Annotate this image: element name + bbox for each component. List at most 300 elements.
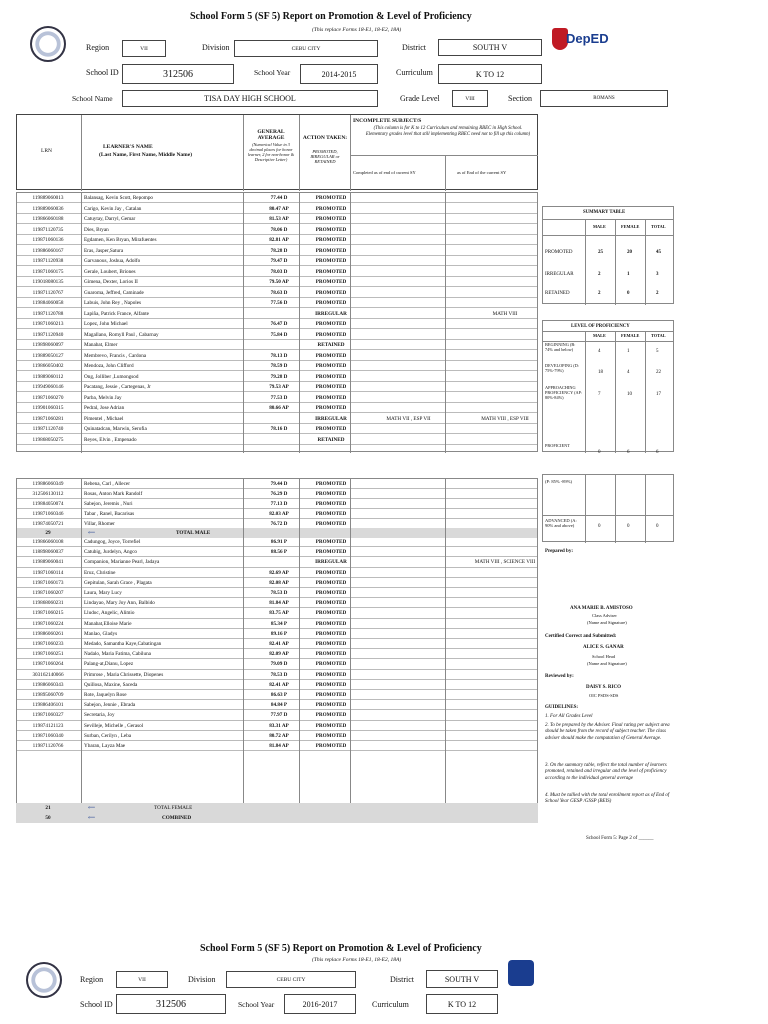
table-row (16, 214, 538, 224)
next-curriculum-field: K TO 12 (426, 994, 498, 1014)
learner-lrn: 119901060315 (32, 405, 64, 411)
table-row (16, 435, 538, 445)
general-average: 78.59 D (270, 363, 288, 369)
general-average: 82.69 AP (269, 569, 289, 576)
learner-lrn: 119889060036 (32, 205, 64, 212)
table-row (16, 731, 538, 741)
summary-female: 1 (627, 272, 630, 277)
summary-male: 2 (598, 272, 601, 277)
action-taken: PROMOTED (315, 352, 347, 359)
learner-name: Dies, Bryan (84, 226, 109, 233)
general-average: 78.53 D (270, 671, 288, 678)
action-taken: PROMOTED (315, 520, 347, 527)
action-taken: RETAINED (317, 342, 345, 348)
table-row (16, 690, 538, 700)
table-row (16, 710, 538, 720)
region-field: VII (122, 40, 166, 57)
learner-lrn: 119871060173 (32, 579, 64, 586)
next-division-label: Division (188, 975, 216, 984)
table-row (16, 319, 538, 329)
division-field: CEBU CITY (234, 40, 378, 57)
learner-lrn: 119874121123 (32, 722, 64, 729)
general-average: 79.09 D (270, 661, 288, 668)
learner-name: Companion, Marianne Pearl, Jadaya (84, 559, 160, 566)
action-taken: PROMOTED (315, 702, 347, 709)
learner-lrn: 119871060233 (32, 641, 64, 647)
action-taken: PROMOTED (315, 743, 347, 749)
general-average: 85.34 P (270, 620, 288, 627)
arrow-icon: ⟸ (88, 530, 96, 536)
action-taken: PROMOTED (315, 321, 347, 327)
col-lrn: LRN (41, 148, 52, 154)
learner-lrn: 119866050402 (32, 363, 64, 369)
general-average: 81.53 AP (269, 216, 289, 222)
learner-name: Ong, Jolliber ,Lumongsod (84, 373, 139, 380)
general-average: 79.44 D (270, 481, 288, 487)
learner-name: Lindayao, Mary Joy Ann, Balbido (84, 600, 155, 607)
summary-female: 0 (627, 291, 630, 296)
col-action-note: PROMOTED, IRREGULAR or RETAINED (310, 149, 340, 165)
proficiency-female: 4 (627, 370, 630, 375)
reviewer-name: DAISY S. RICO (586, 685, 621, 690)
general-average: 82.09 AP (269, 651, 289, 658)
table-row (16, 288, 538, 298)
learner-name: Eras, Jasper,Satura (84, 247, 124, 254)
summary-total: 2 (656, 291, 659, 296)
action-taken: PROMOTED (315, 279, 347, 285)
learner-lrn: 119886406101 (32, 702, 64, 709)
action-taken: PROMOTED (315, 268, 347, 275)
table-row (16, 361, 538, 371)
completed-subjects: MATH VII , ESP VII (386, 415, 431, 422)
table-row (16, 309, 538, 319)
learner-lrn: 119889060013 (32, 195, 64, 201)
guideline-3: 3. On the summary table, reflect the total number of learners promoted, retained and irregular and the level of proficiency according to the individual general average (545, 763, 667, 781)
action-taken: PROMOTED (315, 331, 347, 338)
summary-female: 20 (627, 250, 632, 255)
next-division-field: CEBU CITY (226, 971, 356, 988)
learner-lrn: 119871060281 (32, 415, 64, 422)
table-row (16, 393, 538, 403)
proficiency-total: 6 (656, 450, 659, 455)
general-average: 78.28 D (270, 247, 288, 254)
learner-name: Nadalo, Maria Fatima, Cabiluna (84, 651, 151, 658)
learner-name: Egdamen, Ken Bryan, Mirafuentes (84, 237, 157, 243)
learner-name: Carigo, Kevin Jay , Catalan (84, 205, 142, 212)
learner-lrn: 119866060108 (32, 539, 64, 545)
summary-table: SUMMARY TABLE MALE FEMALE TOTAL (542, 206, 674, 304)
form-title: School Form 5 (SF 5) Report on Promotion & Level of Proficiency (190, 11, 472, 22)
general-average: 78.63 D (270, 289, 288, 296)
proficiency-label: APPROACHING PROFICIENCY (AP: 80%-84%) (545, 385, 583, 400)
learner-lrn: 119871060346 (32, 510, 64, 517)
table-row (16, 246, 538, 256)
table-row (16, 537, 538, 547)
table-row (16, 741, 538, 751)
next-district-label: District (390, 975, 414, 984)
head-role: School Head (592, 654, 616, 659)
incomplete-subjects: MATH VIII , ESP VIII (481, 415, 529, 422)
general-average: 78.06 D (270, 226, 288, 233)
col-average-note: (Numerical Value in 3 decimal places for honor learner, 2 for non-honor & Descriptive Letter) (247, 142, 295, 162)
advanced-total: 0 (656, 524, 659, 529)
table-row (16, 557, 538, 567)
total-male-row: 29 ⟸ TOTAL MALE (16, 528, 538, 538)
learner-lrn: 119871060251 (32, 651, 64, 658)
next-region-label: Region (80, 975, 104, 984)
learner-name: Quillosa, Maxine, Saceda (84, 681, 138, 688)
table-row (16, 629, 538, 639)
arrow-icon: ⟸ (88, 815, 96, 821)
general-average: 77.97 D (270, 712, 288, 719)
head-name: ALICE S. GANAR (583, 645, 624, 650)
learner-lrn: 119871060270 (32, 394, 64, 401)
table-row (16, 340, 538, 350)
learner-lrn: 119889060112 (32, 373, 64, 380)
learner-lrn: 119871060114 (32, 569, 64, 576)
action-taken: PROMOTED (315, 641, 347, 647)
general-average: 76.47 D (270, 321, 288, 327)
table-row (16, 277, 538, 287)
general-average: 80.66 AP (269, 405, 289, 411)
deped-seal-icon (26, 962, 62, 998)
next-school-id-label: School ID (80, 1000, 113, 1009)
table-row (16, 509, 538, 519)
learner-lrn: 119895060709 (32, 692, 64, 698)
learner-name: Palang-at,Dianu, Lopez (84, 661, 134, 668)
section-label: Section (508, 94, 532, 103)
advanced-male: 0 (598, 524, 601, 529)
learner-name: Lludoc, Angelic, Alimio (84, 610, 135, 617)
learner-lrn: 119949060146 (32, 384, 64, 390)
action-taken: PROMOTED (315, 426, 347, 432)
general-average: 77.44 D (270, 195, 288, 201)
learner-lrn: 119868050275 (32, 436, 64, 443)
learner-lrn: 303162140066 (32, 671, 64, 678)
table-row (16, 721, 538, 731)
action-taken: PROMOTED (315, 510, 347, 517)
col-name-note: (Last Name, First Name, Middle Name) (99, 152, 193, 158)
table-row (16, 267, 538, 277)
school-year-field: 2014-2015 (300, 64, 378, 84)
col-incomplete-note: (This column is for K to 12 Curriculum and remaining RBEC in High School. Elementary grades level that still implementing RBEC need not to fill up this column) (365, 126, 531, 137)
combined-row: 50 ⟸ COMBINED (16, 813, 538, 823)
action-taken: IRREGULAR (315, 415, 347, 422)
learner-lrn: 119871120735 (32, 226, 64, 233)
learner-lrn: 119889050127 (32, 352, 64, 359)
action-taken: IRREGULAR (315, 559, 347, 566)
learner-name: Catubig, Jurdelyn, Angco (84, 549, 138, 556)
general-average: 78.03 D (270, 268, 288, 275)
learner-lrn: 312506130112 (32, 490, 64, 497)
learner-lrn: 119871120766 (32, 743, 64, 749)
learner-name: Sabejon, Jennie , Ebrada (84, 702, 136, 709)
action-taken: PROMOTED (315, 289, 347, 296)
action-taken: PROMOTED (315, 300, 347, 306)
learner-lrn: 119886060261 (32, 630, 64, 637)
general-average: 88.56 P (270, 549, 288, 556)
action-taken: PROMOTED (315, 195, 347, 201)
table-row (16, 204, 538, 214)
general-average: 79.50 AP (269, 279, 289, 285)
school-name-label: School Name (72, 94, 113, 103)
table-row (16, 639, 538, 649)
learner-name: Catuytay, Darryl, Gemar (84, 216, 136, 222)
learner-name: Garvanous, Joshua, Adolfo (84, 258, 141, 264)
general-average: 80.72 AP (269, 732, 289, 739)
table-row (16, 578, 538, 588)
general-average: 79.53 AP (269, 384, 289, 390)
learner-name: Labuis, John Rey , Napoles (84, 300, 142, 306)
certified-label: Certified Correct and Submitted: (545, 634, 617, 639)
general-average: 83.31 AP (269, 722, 289, 729)
curriculum-label: Curriculum (396, 68, 433, 77)
learner-name: Secretaria, Joy (84, 712, 115, 719)
table-row (16, 670, 538, 680)
learner-name: Manabat,Elloise Marie (84, 620, 132, 627)
action-taken: PROMOTED (315, 258, 347, 264)
general-average: 81.84 AP (269, 600, 289, 607)
table-row (16, 547, 538, 557)
general-average: 86.91 P (270, 539, 288, 545)
action-taken: PROMOTED (315, 226, 347, 233)
learner-name: Quinatadcan, Marwin, Serofia (84, 426, 147, 432)
general-average: 78.16 D (270, 426, 288, 432)
learner-name: Mendoza, John Clifford (84, 363, 134, 369)
proficiency-male: 0 (598, 450, 601, 455)
learner-lrn: 119871060207 (32, 590, 64, 596)
learner-name: Pedral, Jose Adrian (84, 405, 125, 411)
learner-lrn: 119871060213 (32, 321, 64, 327)
general-average: 76.29 D (270, 490, 288, 497)
proficiency-table: LEVEL OF PROFICIENCY MALE FEMALE TOTAL (542, 320, 674, 452)
proficiency-male: 4 (598, 349, 601, 354)
summary-total: 45 (656, 250, 661, 255)
division-label: Division (202, 43, 230, 52)
action-taken: PROMOTED (315, 205, 347, 212)
general-average: 80.47 AP (269, 205, 289, 212)
learner-name: Balansag, Kevin Scott, Repompo (84, 195, 154, 201)
proficiency-label: PROFICIENT (545, 443, 570, 448)
school-id-field: 312506 (122, 64, 234, 84)
table-row (16, 298, 538, 308)
general-average: 78.53 D (270, 590, 288, 596)
learner-lrn: 119871120938 (32, 258, 64, 264)
page-footer: School Form 5: Page 2 of ______ (586, 836, 654, 841)
table-row (16, 619, 538, 629)
table-row (16, 700, 538, 710)
general-average: 82.08 AP (269, 579, 289, 586)
reviewed-by-label: Reviewed by: (545, 674, 574, 679)
next-school-id-field: 312506 (116, 994, 226, 1014)
proficiency-female: 1 (627, 349, 630, 354)
action-taken: PROMOTED (315, 363, 347, 369)
action-taken: PROMOTED (315, 600, 347, 607)
proficient-range: (P: 85% -89%) (545, 479, 572, 484)
learner-lrn: 119886060343 (32, 681, 64, 688)
learner-lrn: 119871060340 (32, 732, 64, 739)
action-taken: PROMOTED (315, 394, 347, 401)
summary-total: 3 (656, 272, 659, 277)
guidelines-title: GUIDELINES: (545, 705, 579, 710)
advanced-label: ADVANCED (A: 90% and above) (545, 518, 577, 529)
school-id-label: School ID (86, 68, 119, 77)
table-row (16, 588, 538, 598)
reviewer-role: OIC PSDS-SDS (589, 693, 619, 698)
table-row (16, 680, 538, 690)
general-average: 77.53 D (270, 394, 288, 401)
learner-name: Rote, Jaquelyn Rose (84, 692, 127, 698)
learner-name: Lapiña, Patrick France, Alfante (84, 310, 149, 317)
deped-logo: DepED (552, 28, 602, 52)
general-average: 89.16 P (270, 630, 288, 637)
table-row (16, 193, 538, 203)
learner-name: Parba, Melvin Jay (84, 394, 122, 401)
general-average: 79.28 D (270, 373, 288, 380)
action-taken: PROMOTED (315, 671, 347, 678)
learner-name: Gerale, Loubert, Briones (84, 268, 136, 275)
general-average: 82.41 AP (269, 641, 289, 647)
proficiency-male: 7 (598, 392, 601, 397)
deped-seal-icon (30, 26, 66, 62)
learner-name: Eruz, Christine (84, 569, 116, 576)
learner-lrn: 119871060136 (32, 237, 64, 243)
action-taken: PROMOTED (315, 490, 347, 497)
learner-name: Ybaran, Layza Mae (84, 743, 126, 749)
general-average: 77.13 D (270, 500, 288, 507)
learner-lrn: 119871060215 (32, 610, 64, 617)
learner-name: Membrevo, Francis , Cardona (84, 352, 147, 359)
action-taken: PROMOTED (315, 500, 347, 507)
action-taken: PROMOTED (315, 722, 347, 729)
general-average: 76.72 D (270, 520, 288, 527)
next-district-field: SOUTH V (426, 970, 498, 988)
action-taken: PROMOTED (315, 247, 347, 254)
proficiency-male: 18 (598, 370, 603, 375)
learner-name: Gimena, Dexter, Lorios II (84, 279, 138, 285)
learner-lrn: 119886060167 (32, 247, 64, 254)
school-name-field: TISA DAY HIGH SCHOOL (122, 90, 378, 107)
prepared-by-label: Prepared by: (545, 549, 574, 554)
learner-name: Manabat, Elmer (84, 342, 118, 348)
learner-lrn: 119884060058 (32, 300, 64, 306)
total-female-row: 21 ⟸ TOTAL FEMALE (16, 803, 538, 813)
action-taken: PROMOTED (315, 630, 347, 637)
next-school-year-label: School Year (238, 1000, 275, 1009)
learner-name: Magallano, Romyll Paul , Cabarnay (84, 331, 159, 338)
action-taken: PROMOTED (315, 569, 347, 576)
table-row (16, 489, 538, 499)
grade-level-field: VIII (452, 90, 488, 107)
general-average: 82.03 AP (269, 510, 289, 517)
proficiency-total: 22 (656, 370, 661, 375)
table-row (16, 403, 538, 413)
action-taken: PROMOTED (315, 651, 347, 658)
curriculum-field: K TO 12 (438, 64, 542, 84)
summary-label: IRREGULAR (545, 272, 574, 277)
learner-lrn: 119884050074 (32, 500, 64, 507)
guideline-4: 4. Must be tallied with the total enrollment report as of End of School Year GESP /GSSP (BEIS) (545, 793, 670, 805)
learner-name: Tabar , Ranel, Bacarisas (84, 510, 135, 517)
action-taken: PROMOTED (315, 405, 347, 411)
next-deped-logo (508, 960, 534, 986)
table-row (16, 499, 538, 509)
table-row (16, 479, 538, 489)
district-field: SOUTH V (438, 39, 542, 56)
general-average: 86.63 P (270, 692, 288, 698)
learner-name: Primrose , Maria Chrissette, Diopenes (84, 671, 164, 678)
learner-lrn: 119866060188 (32, 216, 64, 222)
table-row (16, 649, 538, 659)
action-taken: PROMOTED (315, 216, 347, 222)
section-field: ROMANS (540, 90, 668, 107)
learner-name: Guaroma, Jeffred, Caminade (84, 289, 144, 296)
learner-name: Rosas, Anton Mark Randolf (84, 490, 143, 497)
general-average: 79.47 D (270, 258, 288, 264)
learner-name: Medado, Samantha Kaye,Cabatingan (84, 641, 162, 647)
action-taken: PROMOTED (315, 579, 347, 586)
next-curriculum-label: Curriculum (372, 1000, 409, 1009)
action-taken: PROMOTED (315, 590, 347, 596)
learner-lrn: 119874050721 (32, 520, 64, 527)
learner-lrn: 119871120767 (32, 289, 64, 296)
learner-name: Pacatang, Jessie , Cartegenas, Jr (84, 384, 151, 390)
next-region-field: VII (116, 971, 168, 988)
action-taken: PROMOTED (315, 549, 347, 556)
table-row (16, 414, 538, 424)
learner-name: Sevilleje, Michelle , Gerasol (84, 722, 144, 729)
general-average: 82.41 AP (269, 681, 289, 688)
action-taken: PROMOTED (315, 661, 347, 668)
region-label: Region (86, 43, 110, 52)
general-average: 83.75 AP (269, 610, 289, 617)
table-row (16, 351, 538, 361)
col-completed: Completed as of end of current SY (353, 170, 416, 175)
learner-lrn: 119018080135 (32, 279, 64, 285)
proficiency-female: 10 (627, 392, 632, 397)
arrow-icon: ⟸ (88, 805, 96, 811)
proficiency-label: DEVELOPING (D: 75%-79%) (545, 363, 580, 373)
proficiency-total: 17 (656, 392, 661, 397)
action-taken: PROMOTED (315, 539, 347, 545)
action-taken: PROMOTED (315, 620, 347, 627)
guideline-2: 2. To be prepared by the Adviser. Final rating per subject area should be taken from the record of subject teacher. The class adviser should make the computation of General Average. (545, 723, 670, 741)
table-row (16, 568, 538, 578)
general-average: 82.81 AP (269, 237, 289, 243)
table-row (16, 424, 538, 434)
action-taken: PROMOTED (315, 373, 347, 380)
learner-lrn: 119898060097 (32, 342, 64, 348)
grade-level-label: Grade Level (400, 94, 440, 103)
head-sig: (Name and Signature) (587, 661, 627, 666)
action-taken: PROMOTED (315, 610, 347, 617)
learner-lrn: 119889060041 (32, 559, 64, 566)
action-taken: PROMOTED (315, 237, 347, 243)
learner-name: Manlao, Gladys (84, 630, 118, 637)
learner-lrn: 119871060175 (32, 268, 64, 275)
summary-male: 25 (598, 250, 603, 255)
summary-male: 2 (598, 291, 601, 296)
table-header (16, 114, 538, 190)
learner-lrn: 119868060231 (32, 600, 64, 607)
learner-name: Lopez, John Michael (84, 321, 128, 327)
learner-lrn: 119871120740 (32, 426, 64, 432)
action-taken: PROMOTED (315, 681, 347, 688)
learner-name: Villar, Rhomer (84, 520, 115, 527)
learner-name: Surban, Cerilyn , Leba (84, 732, 132, 739)
learner-name: Pimentel , Michael (84, 415, 124, 422)
table-row (16, 330, 538, 340)
